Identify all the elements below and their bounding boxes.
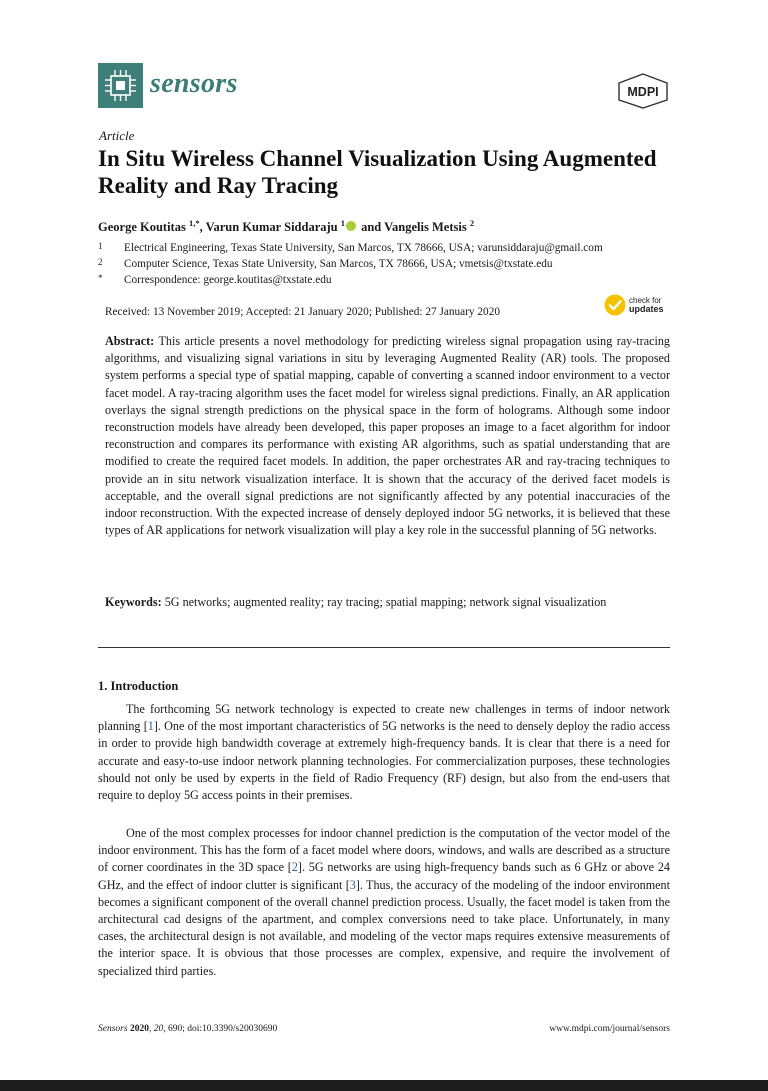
author-list [98, 218, 474, 235]
paragraph-text: The forthcoming 5G network technology is expected to create new challenges in terms of indoor network planning [ [98, 702, 670, 734]
footer-doi: , 690; doi:10.3390/s20030690 [163, 1024, 278, 1034]
footer-year: 2020 [129, 1024, 149, 1034]
keywords [105, 594, 670, 611]
reference-link[interactable]: 1 [147, 719, 154, 734]
abstract [105, 333, 670, 539]
author-separator: and [357, 220, 385, 235]
crossmark-icon [604, 294, 626, 316]
author-name: George Koutitas [98, 220, 186, 235]
affiliation-text: Computer Science, Texas State University, San Marcos, TX 78666, USA; vmetsis@txstate.edu [124, 258, 553, 270]
reference-link[interactable]: 3 [349, 877, 356, 892]
keywords-text: 5G networks; augmented reality; ray tracing; spatial mapping; network signal visualization [164, 595, 607, 609]
abstract-text: This article presents a novel methodology for predicting wireless signal propagation using ray-tracing algorithms, and visualizing signal variations in situ by leveraging Augmented Reality (AR) tools. The proposed system performs a special type of spatial mapping, capable of converting a scanned indoor environment to a vector facet model. A ray-tracing algorithm uses the facet model for wireless signal predictions. Finally, an AR application overlays the signal strength predictions on the physical space in the form of holograms. Although some indoor reconstruction models have already been developed, this paper proposes an image to a facet algorithm for indoor reconstruction and compares its performance with existing AR algorithms, such as spatial understanding that are modified to create the required facet models. In addition, the paper orchestrates AR and ray-tracing techniques to provide an in situ network visualization interface. It is shown that the accuracy of the derived facet models is acceptable, and the overall signal predictions are not significantly affected by any potential inaccuracies of the indoor reconstruction. With the expected increase of densely deployed indoor 5G networks, it is believed that these types of AR applications for network visualization will play a key role in the successful planning of 5G networks. [105, 334, 670, 538]
affiliation-text: Electrical Engineering, Texas State University, San Marcos, TX 78666, USA; varunsiddaraju@gmail.com [124, 242, 603, 254]
affiliation-1 [98, 241, 603, 254]
journal-logo [98, 63, 143, 108]
publisher-logo-text: MDPI [627, 85, 659, 99]
author-name: Varun Kumar Siddaraju [205, 220, 338, 235]
mdpi-hexagon-logo [616, 72, 670, 110]
sensors-chip-icon [98, 63, 143, 108]
paragraph-text: ]. Thus, the accuracy of the modeling of the indoor environment becomes a significant component of the overall channel prediction process. Usually, the facet model is taken from the architectural cad designs of the apartment, and complex conversions need to take place. Unfortunately, in many cases, the architectural design is not available, and modeling of the vector maps requires extensive measurements of the interior space. It is obvious that those processes are complex, expensive, and require the involvement of specialized third parties. [98, 877, 670, 978]
abstract-label: Abstract: [105, 334, 155, 348]
journal-name: sensors [150, 68, 238, 99]
author-separator: , [199, 220, 206, 235]
correspondence [98, 273, 332, 286]
intro-paragraph-1 [98, 701, 670, 804]
article-title: In Situ Wireless Channel Visualization Using Augmented Reality and Ray Tracing [98, 146, 657, 198]
check-for-updates-badge[interactable] [604, 294, 674, 318]
affiliation-mark: 1 [98, 241, 103, 251]
check-line-1: check for [629, 296, 662, 305]
keywords-label: Keywords: [105, 595, 162, 609]
intro-paragraph-2 [98, 825, 670, 980]
author-affiliation-mark: 1,* [188, 218, 200, 228]
footer-volume: 20 [153, 1024, 164, 1034]
section-heading: 1. Introduction [98, 679, 179, 693]
paragraph-text: One of the most complex processes for indoor channel prediction is the computation of the vector model of the indoor environment. This has the form of a facet model where doors, windows, and walls are described as a structure of corner coordinates in the 3D space [ [98, 826, 670, 875]
publication-dates: Received: 13 November 2019; Accepted: 21 January 2020; Published: 27 January 2020 [105, 306, 500, 318]
footer-journal: Sensors [98, 1024, 128, 1034]
author-affiliation-mark: 1 [340, 218, 345, 228]
check-line-2: updates [629, 304, 664, 314]
viewer-bottom-bar [0, 1080, 768, 1091]
section-divider [98, 647, 670, 648]
paragraph-text: ]. One of the most important characteristics of 5G networks is the need to densely deploy the radio access in order to provide high bandwidth coverage at extremely high-frequency bands. It is clear that there is a need for accurate and easy-to-use indoor network planning technologies. For commercialization purposes, these technologies should not only be used by experts in the field of Radio Frequency (RF) design, but also from the end-users that require to deploy 5G access points in their premises. [98, 719, 670, 803]
reference-link[interactable]: 2 [291, 860, 298, 875]
article-type: Article [99, 128, 135, 143]
affiliation-2 [98, 257, 553, 270]
correspondence-text: Correspondence: george.koutitas@txstate.edu [124, 274, 332, 286]
check-for-updates-text [629, 296, 664, 314]
citation-footer: Sensors 2020, 20, 690; doi:10.3390/s20030690 [98, 1024, 278, 1034]
paragraph-text: ]. 5G networks are using high-frequency bands such as 6 GHz or above 24 GHz, and the effect of indoor clutter is significant [ [98, 860, 670, 892]
author-name: Vangelis Metsis [384, 220, 467, 235]
orcid-icon[interactable] [346, 221, 356, 231]
author-affiliation-mark: 2 [469, 218, 475, 228]
journal-url-link[interactable]: www.mdpi.com/journal/sensors [549, 1024, 670, 1034]
publisher-logo[interactable] [616, 72, 670, 115]
affiliation-mark: 2 [98, 257, 103, 267]
correspondence-mark: * [98, 273, 103, 283]
